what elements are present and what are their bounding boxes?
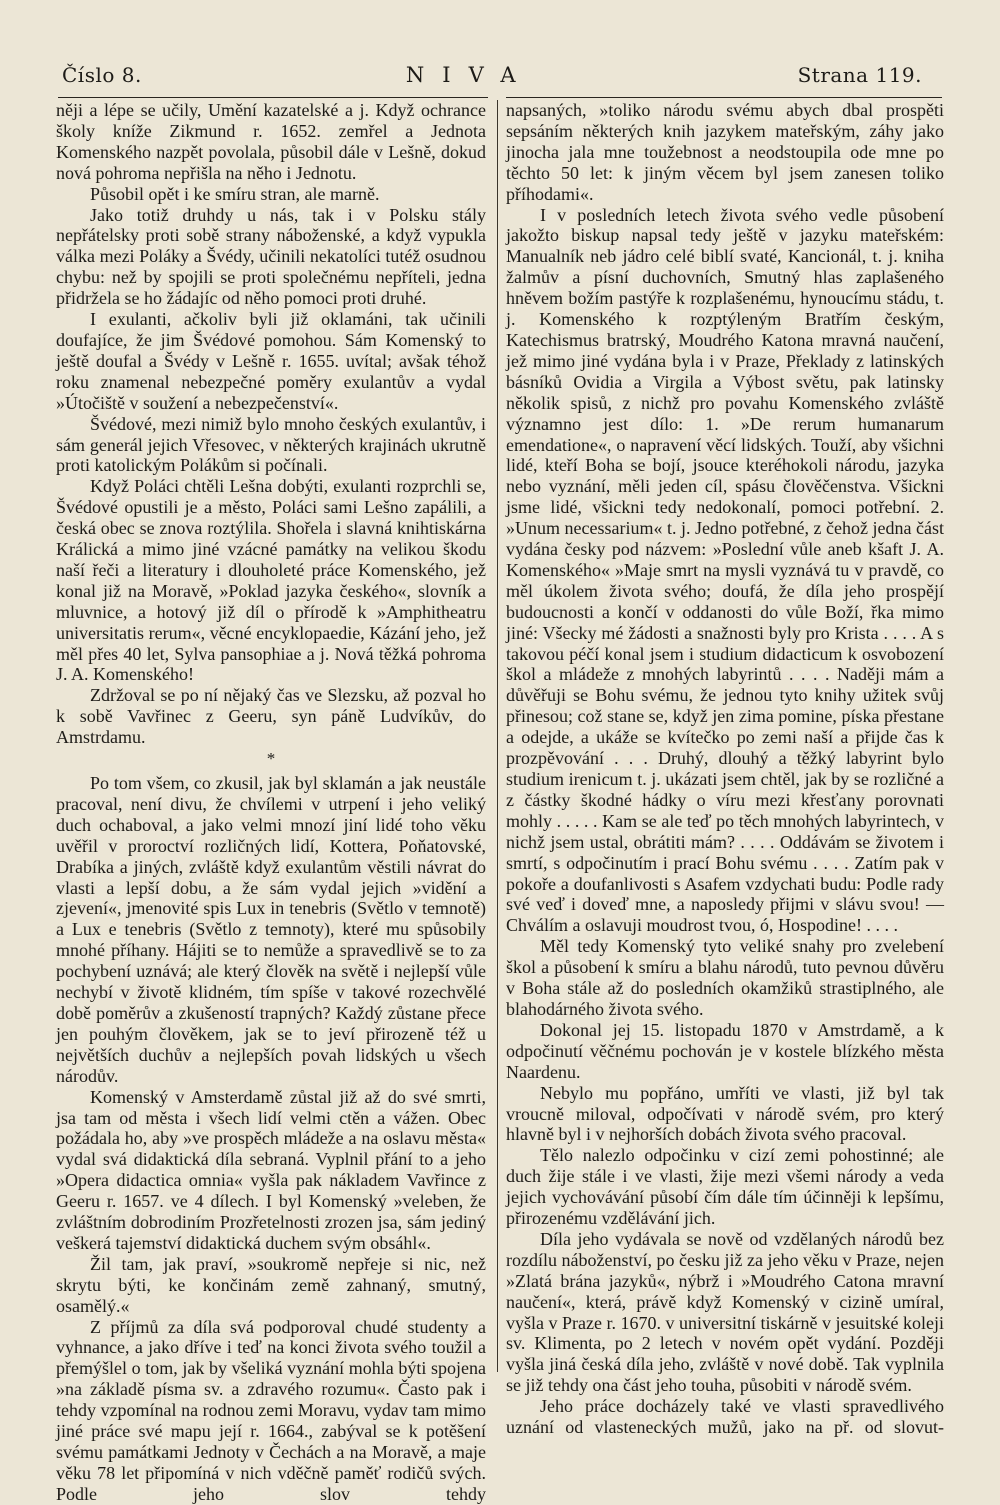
paragraph: napsaných, »tolikо národu svému abych dbal prospěti sepsáním některých knih jazykem mateřským, záhy jako jinocha jala mne toužebnost a neodstoupila ode mne po těchto 50 let: k jiným věcem byl jsem zanesen toliko příhodami«. [506, 100, 944, 204]
header-rule-left [58, 97, 488, 98]
page-header [62, 58, 922, 92]
paragraph: Zdržoval se po ní nějaký čas ve Slezsku, až pozval ho k sobě Vavřinec z Geeru, syn páně Ludvíkův, do Amstrdamu. [56, 685, 486, 748]
paragraph: Tělo nalezlo odpočinku v cizí zemi pohostinné; ale duch žije stále i ve vlasti, žije mezi všemi národy a veda jejich vychovávání působí čím dále tím účinněji k lepšímu, přirozenému vzdělávání jich. [506, 1145, 944, 1229]
paragraph: něji a lépe se učily, Umění kazatelské a j. Když ochrance školy kníže Zikmund r. 1652. zemřel a Jednota Komenského nazpět povolala, působil dále v Lešně, dokud nová pohroma nepřišla na něho i Jednotu. [56, 100, 486, 183]
paragraph: Švédové, mezi nimiž bylo mnoho českých exulantův, i sám generál jejich Vřesovec, v některých krajinách ukrutně proti katolickým Polákům si počínali. [56, 413, 486, 476]
header-rule-right [506, 97, 942, 98]
paragraph: I exulanti, ačkoliv byli již oklamáni, tak učinili doufajíce, že jim Švédové pomohou. Sám Komenský to ještě doufal a Švédy v Lešně r. 1655. uvítal; avšak téhož roku znamenal nebezpečné poměry exulantův a vydal »Útočiště v soužení a nebezpečenství«. [56, 309, 486, 413]
paragraph: Působil opět i ke smíru stran, ale marně. [90, 183, 380, 204]
issue-number: Číslo 8. [62, 63, 142, 87]
paragraph: Nebylo mu popřáno, umříti ve vlasti, již byl tak vroucně miloval, odpočívati v národě svém, pro který hlavně byl i v nejhorších dobách života svého pracoval. [506, 1082, 944, 1145]
masthead-title: NIVA [405, 63, 534, 87]
paragraph: Dokonal jej 15. listopadu 1870 v Amstrdamě, a k odpočinutí věčnému pochován je v kostele blízkého města Naardenu. [506, 1019, 944, 1082]
paragraph: Jeho práce docházely také ve vlasti spravedlivého uznání od vlasteneckých mužů, jako na př. od slovut- [506, 1396, 944, 1438]
paragraph: Z příjmů za díla svá podporoval chudé studenty a vyhnance, a jako dříve i teď na konci života svého toužil a přemýšlel o tom, jak by všeliká vyznání mohla býti spojena »na základě písma sv. a zdravého rozumu«. Často pak i tehdy vzpomínal na rodnou zemi Moravu, vydav tam mimo jiné práce své mapu její r. 1664., zabýval se k potěšení svému památkami Jednoty v Čechách a na Moravě, a maje věku 78 let připomíná v nich vděčně paměť rodičů svých. Podle jeho slov tehdy [56, 1316, 486, 1504]
paragraph: Měl tedy Komenský tyto veliké snahy pro zvelebení škol a působení k smíru a blahu národů, tuto pevnou důvěru v Boha stále až do posledních okamžiků strastiplného, ale blahodárného života svého. [506, 936, 944, 1019]
column-separator [497, 100, 498, 1372]
paragraph: Komenský v Amsterdamě zůstal již až do své smrti, jsa tam od města i všech lidí velmi ctěn a vážen. Obec požádala ho, aby »ve prospěch mládeže a na oslavu města« vydal svá didaktická díla sebraná. Vyplnil přání to a jeho »Opera didactica omnia« vyšla pak nákladem Vavřince z Geeru r. 1657. ve 4 dílech. I byl Komenský »veleben, že zvláštním dobrodiním Prozřetelnosti zrozen jsa, sám jediný veškerá tajemství didaktická duchem svým obsáhl«. [56, 1086, 486, 1253]
page-number: Strana 119. [797, 63, 922, 87]
paragraph: Jako totiž druhdy u nás, tak i v Polsku stály nepřátelsky proti sobě strany náboženské, a když vypukla válka mezi Poláky a Švédy, učinili nekatolíci tutéž osudnou chybu: než by spojili se proti společnému nepříteli, jedna přidržela se ho žádajíc od něho pomoci proti druhé. [56, 204, 486, 309]
paragraph: Žil tam, jak praví, »soukromě nepřeje si nic, než skrytu býti, ke končinám země zahnaný, smutný, osamělý.« [56, 1253, 486, 1316]
section-break-asterisk: * [266, 749, 276, 769]
left-column [56, 100, 486, 1504]
paragraph: I v posledních letech života svého vedle působení jakožto biskup napsal tedy ještě v jazyku mateřském: Manualník neb jádro celé biblí svaté, Kancionál, t. j. kniha žalmův a písní duchovních, Smutný hlas zaplašeného hněvem božím pastýře k rozplašenému, hynoucímu stádu, t. j. Komenského k rozptýleným Bratřím českým, Katechismus bratrský, Moudrého Katona mravná naučení, jež mimo jiné vydána byla i v Praze, Překlady z latinských básníků Ovidia a Virgila a Výbost světu, pak latinsky několik spisů, z nichž pro povahu Komenského zvláště významno jest dílo: 1. »De rerum humanarum emendatione«, o napravení věcí lidských. Touží, aby všichni lidé, kteří Boha se bojí, jsouce kteréhokoli národu, jazyka nebo vyznání, měli jeden cíl, spásu člověčenstva. Všickni jsme lidé, všickni tedy nedokonalí, pomoci potřební. 2. »Unum necessarium« t. j. Jedno potřebné, z čehož jedna část vydána česky pod názvem: »Poslední vůle aneb kšaft J. A. Komenského« »Maje smrt na mysli vyznává tu v pravdě, co měl úkolem života svého; doufá, že díla jeho prospějí budoucnosti a končí v oddanosti do vůle Boží, řka mimo jiné: Všecky mé žádosti a snažnosti byly pro Krista . . . . A s takovou péčí konal jsem i studium didacticum k osvobození škol a mládeže z mnohých labyrintů . . . . Naději mám a důvěřuji se Bohu svému, že jednou tyto knihy užitek svůj přinesou; což stane se, když jen zima pomine, píska přestane a odejde, a ukáže se kvítečko po zemi naší a přijde čas k prozpěvování . . . Druhý, dlouhý a těžký labyrint bylo studium irenicum t. j. ukázati jsem chtěl, jak by se rozličné a z částky škodné hádky o víru mezi křesťany porovnati mohly . . . . . Kam se ale teď po těch mnohých labyrintech, v nichž jsem ustal, obrátiti mám? . . . . Oddávám se životem i smrtí, s odpočinutím i prací Bohu svému . . . . Zatím pak v pokoře a doufanlivosti s Asafem vzdychati budu: Podle rady své veď i doveď mne, a naposledy přijmi v slávu svou! — Chválím a oslavuji moudrost tvou, ó, Hospodine! . . . . [506, 204, 944, 936]
right-column [506, 100, 944, 1438]
paragraph: Díla jeho vydávala se nově od vzdělaných národů bez rozdílu náboženství, po česku již za jeho věku v Praze, nejen »Zlatá brána jazyků«, nýbrž i »Moudrého Catona mravní naučení«, která, právě když Komenský v cizině umíral, vyšla v Praze r. 1670. v universitní tiskárně v jesuitské koleji sv. Klimenta, po 2 letech v novém opět vydání. Později vyšla jiná česká díla jeho, zvláště v nové době. Tak vyplnila se již tehdy ona část jeho touha, působiti v národě svém. [506, 1228, 944, 1396]
paragraph: Když Poláci chtěli Lešna dobýti, exulanti rozprchli se, Švédové opustili je a město, Poláci sami Lešno zapálili, a česká obec se znova roztýlila. Shořela i slavná knihtiskárna Králická a mimo jiné vzácné památky na velikou škodu naší řeči a literatury i dlouholeté práce Komenského, jež konal již na Moravě, »Poklad jazyka českého«, slovník a mluvnice, a hotový již díl o přírodě k »Amphitheatru universitatis rerum«, věcné encyklopaedie, Kázání jeho, jež měl přes 40 let, Sylva pansophiae a j. Nová těžká pohroma J. A. Komenského! [56, 476, 486, 685]
paragraph: Po tom všem, co zkusil, jak byl sklamán a jak neustále pracoval, není divu, že chvílemi v utrpení i jeho veliký duch ochaboval, a jako velmi mnozí jiní lidé toho věku uvěřil v proroctví rozličných lidí, Kottera, Poňatovské, Drabíka a jiných, zvláště když exulantům věstili návrat do vlasti a lepší dobu, a že sám vydal jejich »vidění a zjevení«, jmenovité spis Lux in tenebris (Světlo v temnotě) a Lux e tenebris (Světlo z temnoty), které mu spůsobily mnohé příhany. Hájiti se to nemůže a spravedlivě se to za pochybení uznává; ale který člověk na světě i nejlepší vůle nechybí v životě klidném, tím spíše v takové rozechvělé době poměrův a zkušeností trapných? Každý zůstane přece jen pouhým člověkem, jak se to jeví přirozeně též u největších duchův a nejlepších povah lidských u všech národův. [56, 773, 486, 1086]
